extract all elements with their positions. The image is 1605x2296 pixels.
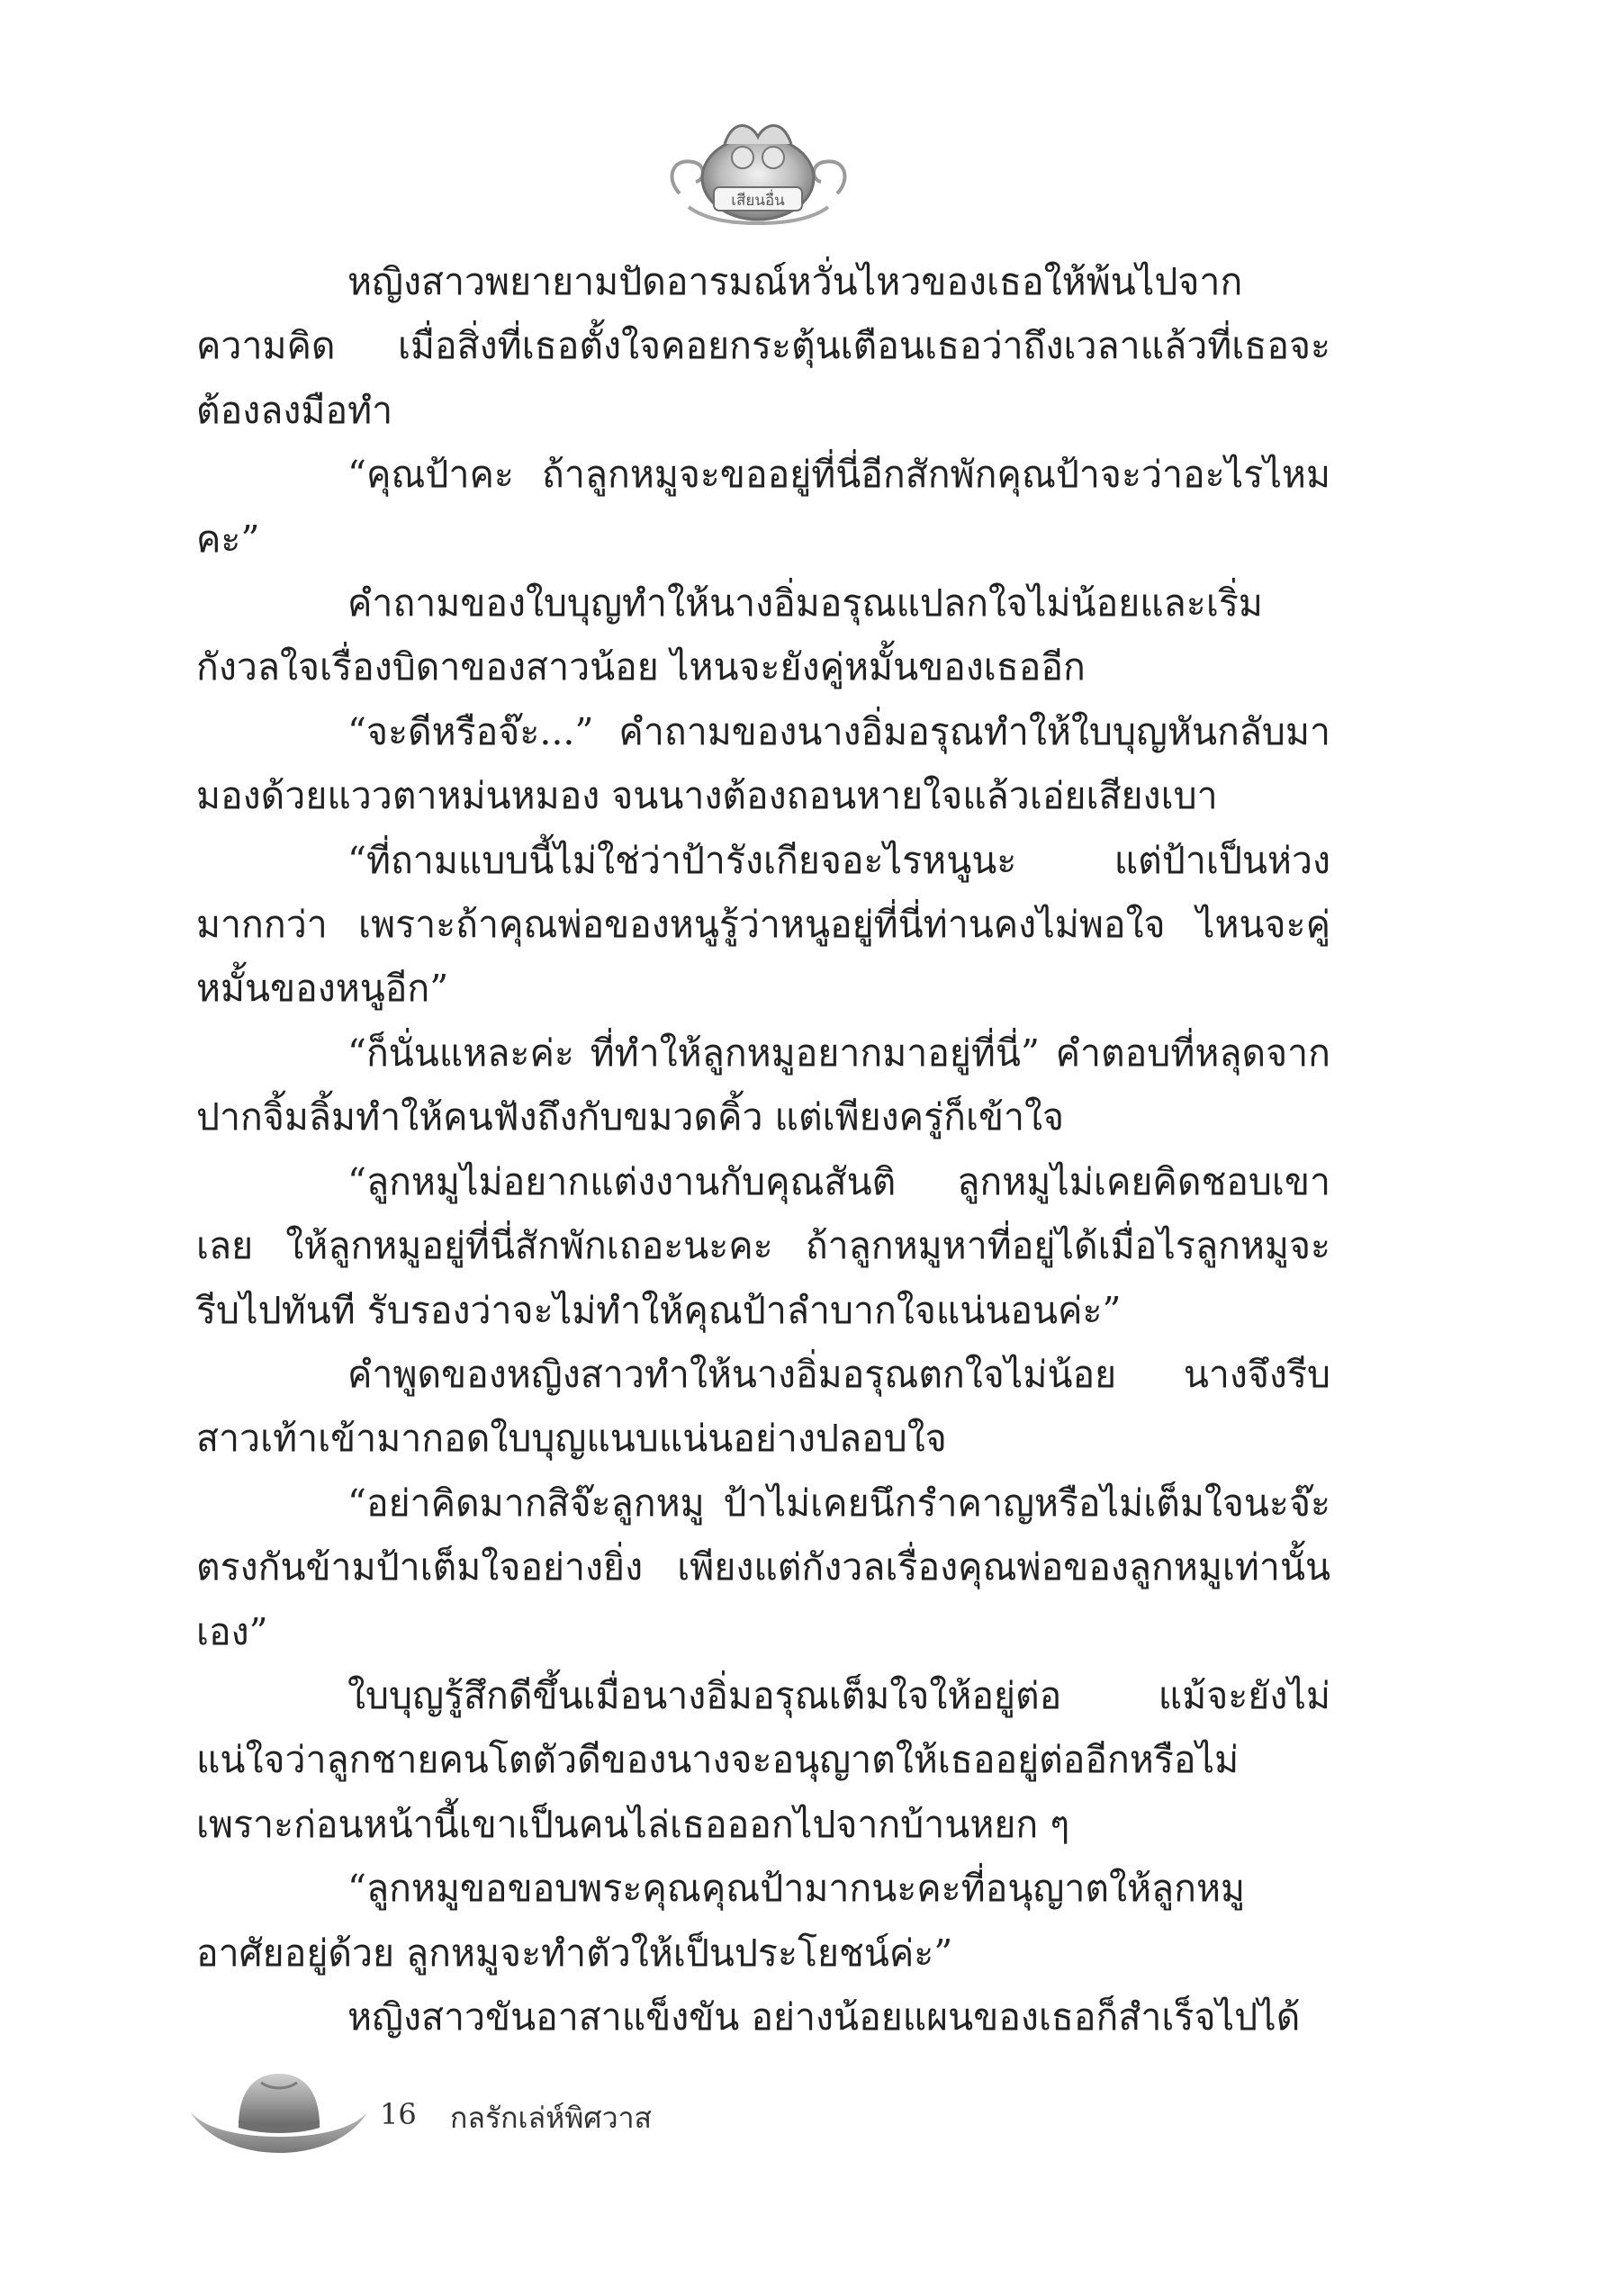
paragraph: คำถามของใบบุญทำให้นางอิ่มอรุณแปลกใจไม่น้อยและเริ่มกังวลใจเรื่องบิดาของสาวน้อย ไหนจะยังคู่หมั้นของเธออีก	[196, 581, 1263, 689]
paragraph: “ก็นั่นแหละค่ะ ที่ทำให้ลูกหมูอยากมาอยู่ที่นี่” คำตอบที่หลุดจากปากจิ้มลิ้มทำให้คนฟังถึงกับขมวดคิ้ว แต่เพียงครู่ก็เข้าใจ	[196, 1031, 1330, 1139]
paragraph: “ที่ถามแบบนี้ไม่ใช่ว่าป้ารังเกียจอะไรหนูนะ แต่ป้าเป็นห่วงมากกว่า เพราะถ้าคุณพ่อของหนูรู้ว่าหนูอยู่ที่นี่ท่านคงไม่พอใจ ไหนจะคู่หมั้นของหนูอีก”	[196, 838, 1330, 1011]
paragraph: “จะดีหรือจ๊ะ...” คำถามของนางอิ่มอรุณทำให้ใบบุญหันกลับมามองด้วยแววตาหม่นหมอง จนนางต้องถอนหายใจแล้วเอ่ยเสียงเบา	[196, 709, 1330, 818]
paragraph: คำพูดของหญิงสาวทำให้นางอิ่มอรุณตกใจไม่น้อย นางจึงรีบสาวเท้าเข้ามากอดใบบุญแนบแน่นอย่างปลอบใจ	[196, 1352, 1330, 1461]
logo-text: เสียนอื่น	[731, 192, 785, 210]
paragraph: “ลูกหมูขอขอบพระคุณคุณป้ามากนะคะที่อนุญาตให้ลูกหมูอาศัยอยู่ด้วย ลูกหมูจะทำตัวให้เป็นประโยชน์ค่ะ”	[196, 1867, 1246, 1975]
paragraph: “อย่าคิดมากสิจ๊ะลูกหมู ป้าไม่เคยนึกรำคาญหรือไม่เต็มใจนะจ๊ะ ตรงกันข้ามป้าเต็มใจอย่างยิ่ง เพียงแต่กังวลเรื่องคุณพ่อของลูกหมูเท่านั้นเอง”	[196, 1481, 1330, 1653]
paragraph: “คุณป้าคะ ถ้าลูกหมูจะขออยู่ที่นี่อีกสักพักคุณป้าจะว่าอะไรไหมคะ”	[196, 453, 1330, 561]
publisher-logo-icon	[662, 108, 855, 230]
paragraph: หญิงสาวขันอาสาแข็งขัน อย่างน้อยแผนของเธอก็สำเร็จไปได้	[347, 1994, 1301, 2039]
paragraph: ใบบุญรู้สึกดีขึ้นเมื่อนางอิ่มอรุณเต็มใจให้อยู่ต่อ แม้จะยังไม่แน่ใจว่าลูกชายคนโตตัวดีของนางจะอนุญาตให้เธออยู่ต่ออีกหรือไม่ เพราะก่อนหน้านี้เขาเป็นคนไล่เธอออกไปจากบ้านหยก ๆ	[196, 1673, 1330, 1846]
book-title: กลรักเล่ห์พิศวาส	[450, 2101, 653, 2135]
paragraph: “ลูกหมูไม่อยากแต่งงานกับคุณสันติ ลูกหมูไม่เคยคิดชอบเขาเลย ให้ลูกหมูอยู่ที่นี่สักพักเถอะนะคะ ถ้าลูกหมูหาที่อยู่ได้เมื่อไรลูกหมูจะรีบไปทันที รับรองว่าจะไม่ทำให้คุณป้าลำบากใจแน่นอนค่ะ”	[196, 1159, 1330, 1332]
chapter-text	[196, 250, 1330, 2049]
page-number: 16	[380, 2097, 417, 2131]
page-footer	[189, 2063, 729, 2162]
paragraph: หญิงสาวพยายามปัดอารมณ์หวั่นไหวของเธอให้พ้นไปจากความคิด เมื่อสิ่งที่เธอตั้งใจคอยกระตุ้นเตือนเธอว่าถึงเวลาแล้วที่เธอจะต้องลงมือทำ	[196, 260, 1330, 432]
cowboy-hat-icon	[189, 2063, 369, 2162]
